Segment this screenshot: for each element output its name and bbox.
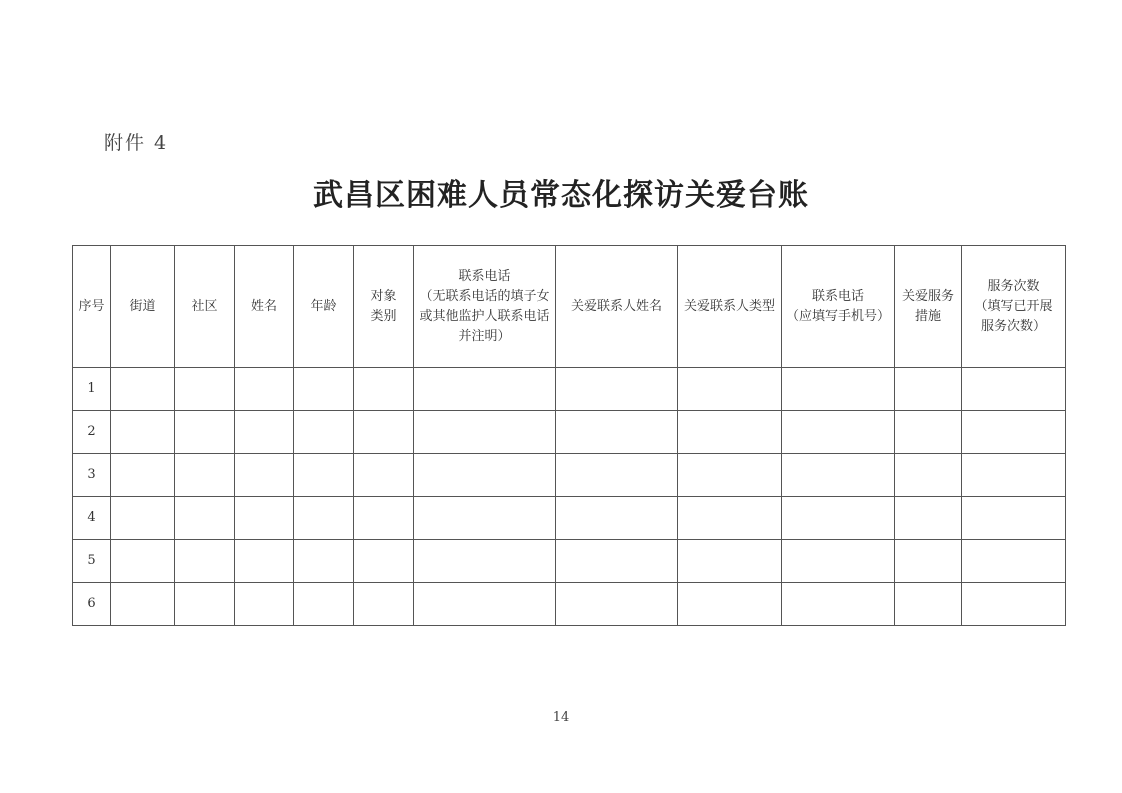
table-cell <box>354 497 414 540</box>
table-cell <box>782 454 895 497</box>
table-cell <box>294 583 354 626</box>
header-care-measures: 关爱服务 措施 <box>895 246 962 368</box>
table-cell <box>294 368 354 411</box>
table-cell <box>414 497 556 540</box>
table-cell <box>895 497 962 540</box>
row-number: 3 <box>73 454 111 497</box>
table-cell <box>414 368 556 411</box>
table-cell <box>354 454 414 497</box>
header-seq: 序号 <box>73 246 111 368</box>
table-cell <box>556 497 678 540</box>
table-cell <box>678 497 782 540</box>
table-cell <box>111 454 175 497</box>
table-cell <box>175 368 235 411</box>
table-cell <box>678 454 782 497</box>
table-cell <box>235 497 294 540</box>
header-care-contact-type: 关爱联系人类型 <box>678 246 782 368</box>
table-cell <box>678 540 782 583</box>
table-cell <box>678 368 782 411</box>
table-cell <box>556 583 678 626</box>
table-cell <box>556 368 678 411</box>
header-street: 街道 <box>111 246 175 368</box>
table-row <box>73 411 1066 454</box>
header-row <box>73 246 1066 368</box>
table-cell <box>414 454 556 497</box>
table-cell <box>962 540 1066 583</box>
table-cell <box>294 540 354 583</box>
table-cell <box>111 497 175 540</box>
table-cell <box>354 540 414 583</box>
table-cell <box>111 411 175 454</box>
table-cell <box>354 583 414 626</box>
table-cell <box>111 583 175 626</box>
table-cell <box>235 583 294 626</box>
table-cell <box>962 454 1066 497</box>
page-number: 14 <box>552 710 570 725</box>
table-cell <box>556 454 678 497</box>
table-cell <box>678 411 782 454</box>
row-number: 5 <box>73 540 111 583</box>
table-cell <box>175 411 235 454</box>
header-name: 姓名 <box>235 246 294 368</box>
table-cell <box>294 454 354 497</box>
table-cell <box>235 454 294 497</box>
table-cell <box>895 411 962 454</box>
table-cell <box>294 497 354 540</box>
table-cell <box>235 411 294 454</box>
table-cell <box>895 454 962 497</box>
table-cell <box>962 497 1066 540</box>
table-cell <box>175 497 235 540</box>
header-category: 对象 类别 <box>354 246 414 368</box>
table-cell <box>294 411 354 454</box>
table-cell <box>556 411 678 454</box>
header-age: 年龄 <box>294 246 354 368</box>
table-cell <box>962 368 1066 411</box>
table-cell <box>782 497 895 540</box>
header-care-contact-name: 关爱联系人姓名 <box>556 246 678 368</box>
document-title: 武昌区困难人员常态化探访关爱台账 <box>313 178 809 213</box>
row-number: 2 <box>73 411 111 454</box>
table-cell <box>235 368 294 411</box>
table-row <box>73 454 1066 497</box>
table-cell <box>782 368 895 411</box>
attachment-label: 附件 4 <box>104 132 169 154</box>
table-cell <box>175 540 235 583</box>
header-service-count: 服务次数 （填写已开展 服务次数） <box>962 246 1066 368</box>
ledger-table <box>72 245 1066 626</box>
table-cell <box>895 583 962 626</box>
table-row <box>73 583 1066 626</box>
table-cell <box>414 583 556 626</box>
table-cell <box>782 583 895 626</box>
table-cell <box>895 540 962 583</box>
row-number: 6 <box>73 583 111 626</box>
table-cell <box>111 368 175 411</box>
table-row <box>73 368 1066 411</box>
row-number: 4 <box>73 497 111 540</box>
header-phone: 联系电话 （无联系电话的填子女 或其他监护人联系电话 并注明） <box>414 246 556 368</box>
table-cell <box>414 411 556 454</box>
row-number: 1 <box>73 368 111 411</box>
header-community: 社区 <box>175 246 235 368</box>
table-cell <box>782 411 895 454</box>
table-cell <box>556 540 678 583</box>
table-cell <box>354 411 414 454</box>
table-cell <box>782 540 895 583</box>
table-row <box>73 497 1066 540</box>
table-cell <box>414 540 556 583</box>
table-cell <box>678 583 782 626</box>
table-cell <box>175 583 235 626</box>
table-cell <box>895 368 962 411</box>
header-contact-phone: 联系电话 （应填写手机号） <box>782 246 895 368</box>
table-cell <box>175 454 235 497</box>
table-cell <box>962 411 1066 454</box>
table-cell <box>111 540 175 583</box>
table-cell <box>962 583 1066 626</box>
table-cell <box>235 540 294 583</box>
table-row <box>73 540 1066 583</box>
table-cell <box>354 368 414 411</box>
